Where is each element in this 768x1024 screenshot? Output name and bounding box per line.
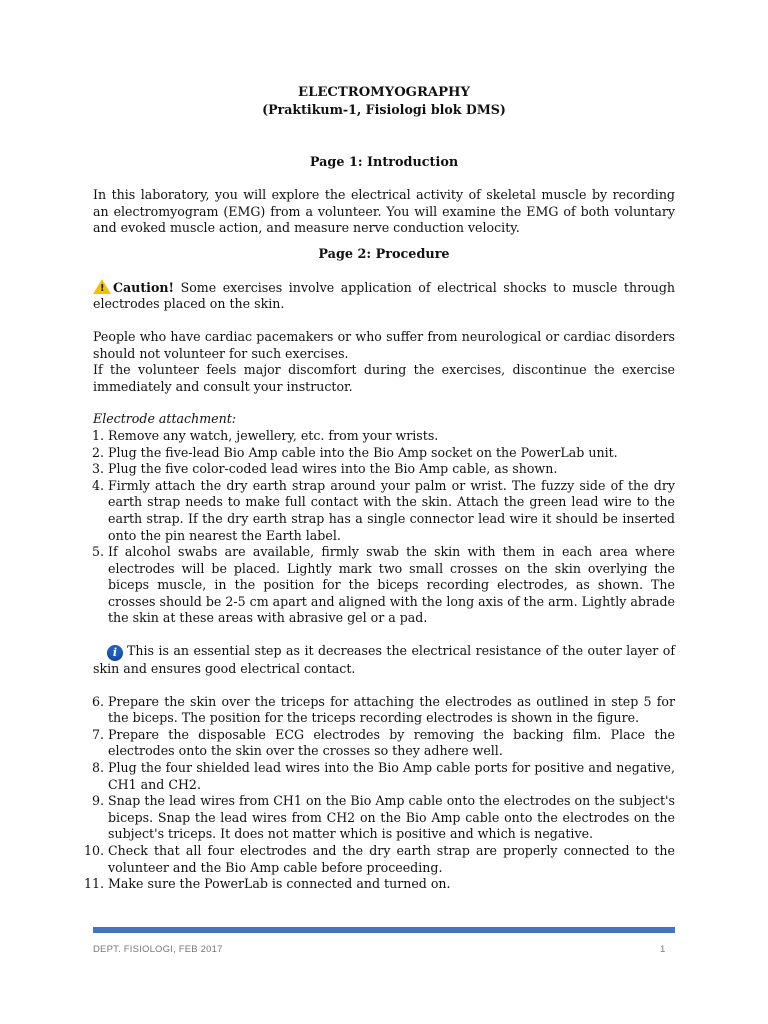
document-page [83,84,675,893]
list-item-text: Prepare the skin over the triceps for attaching the electrodes as outlined in step 5 for the biceps. The position for the triceps recording electrodes is shown in the figure. [108,693,675,726]
steps-list-b [83,693,675,893]
list-item [93,760,675,793]
info-note-text: This is an essential step as it decreases the electrical resistance of the outer layer of skin and ensures good electrical contact. [93,643,675,677]
list-item-number: 7. [91,726,104,742]
list-item [93,461,675,478]
list-item-number: 6. [91,693,104,709]
page-number: 1 [660,944,666,955]
list-item [93,694,675,727]
list-item-text: If alcohol swabs are available, firmly swab the skin with them in each area where electrodes will be placed. Lightly mark two small crosses on the skin overlying the biceps muscle, in the position for the biceps recording electrodes, as shown. The crosses should be 2-5 cm apart and aligned with the long axis of the arm. Lightly abrade the skin at these areas with abrasive gel or a pad. [108,544,675,626]
caution-text: Some exercises involve application of electrical shocks to muscle through electrodes placed on the skin. [93,279,675,312]
list-item-text: Plug the four shielded lead wires into the Bio Amp cable ports for positive and negative, CH1 and CH2. [108,760,675,792]
intro-heading: Page 1: Introduction [309,155,459,170]
list-item-number: 5. [91,544,104,560]
list-item-number: 2. [91,444,104,460]
warning-icon [93,279,111,294]
list-item [83,876,675,893]
info-icon: i [107,645,123,661]
list-item-number: 4. [91,477,104,493]
list-item [93,445,675,462]
list-item [93,478,675,544]
footer-rule [93,927,675,933]
intro-paragraph: In this laboratory, you will explore the electrical activity of skeletal muscle by recording an electromyogram (EMG) from a volunteer. You will examine the EMG of both voluntary and evoked muscle action, and measure nerve conduction velocity. [93,187,675,236]
list-item-text: Firmly attach the dry earth strap around your palm or wrist. The fuzzy side of the dry earth strap needs to make full contact with the skin. Attach the green lead wire to the earth strap. If the dry earth strap has a single connector lead wire it should be inserted onto the pin nearest the Earth label. [108,477,675,543]
list-item [93,544,675,627]
caution-paragraph [93,279,675,313]
caution-label: Caution! [113,279,175,295]
list-item [93,727,675,760]
discomfort-paragraph: If the volunteer feels major discomfort during the exercises, discontinue the exercise immediately and consult your instructor. [93,362,675,394]
steps-list-a [93,428,675,627]
document-subtitle: (Praktikum-1, Fisiologi blok DMS) [262,102,506,117]
list-item-text: Remove any watch, jewellery, etc. from your wrists. [108,427,439,443]
warning-paragraph: People who have cardiac pacemakers or who suffer from neurological or cardiac disorders should not volunteer for such exercises. [93,328,675,361]
list-item [83,843,675,876]
list-item-number: 1. [91,427,104,443]
list-item-text: Check that all four electrodes and the dry earth strap are properly connected to the volunteer and the Bio Amp cable before proceeding. [108,843,675,875]
procedure-heading: Page 2: Procedure [318,246,450,262]
list-item [93,428,675,445]
list-item-number: 8. [91,760,104,776]
info-note [93,643,675,678]
list-item-text: Plug the five-lead Bio Amp cable into the Bio Amp socket on the PowerLab unit. [108,444,618,460]
list-item-text: Make sure the PowerLab is connected and turned on. [108,876,451,892]
list-item [93,793,675,843]
footer-department: DEPT. FISIOLOGI, FEB 2017 [93,944,223,955]
list-item-number: 3. [91,461,104,477]
list-item-number: 10. [83,843,104,858]
list-item-text: Plug the five color-coded lead wires into the Bio Amp cable, as shown. [108,461,558,477]
list-item-text: Prepare the disposable ECG electrodes by removing the backing film. Place the electrodes onto the skin over the crosses so they adhere well. [108,726,675,759]
electrode-attachment-label: Electrode attachment: [93,411,237,427]
document-title: ELECTROMYOGRAPHY [298,85,470,100]
list-item-number: 9. [91,793,104,809]
list-item-text: Snap the lead wires from CH1 on the Bio Amp cable onto the electrodes on the subject's biceps. Snap the lead wires from CH2 on the Bio Amp cable onto the electrodes on the subject's triceps. It does not matter which is positive and which is negative. [108,793,675,842]
list-item-number: 11. [83,876,104,892]
